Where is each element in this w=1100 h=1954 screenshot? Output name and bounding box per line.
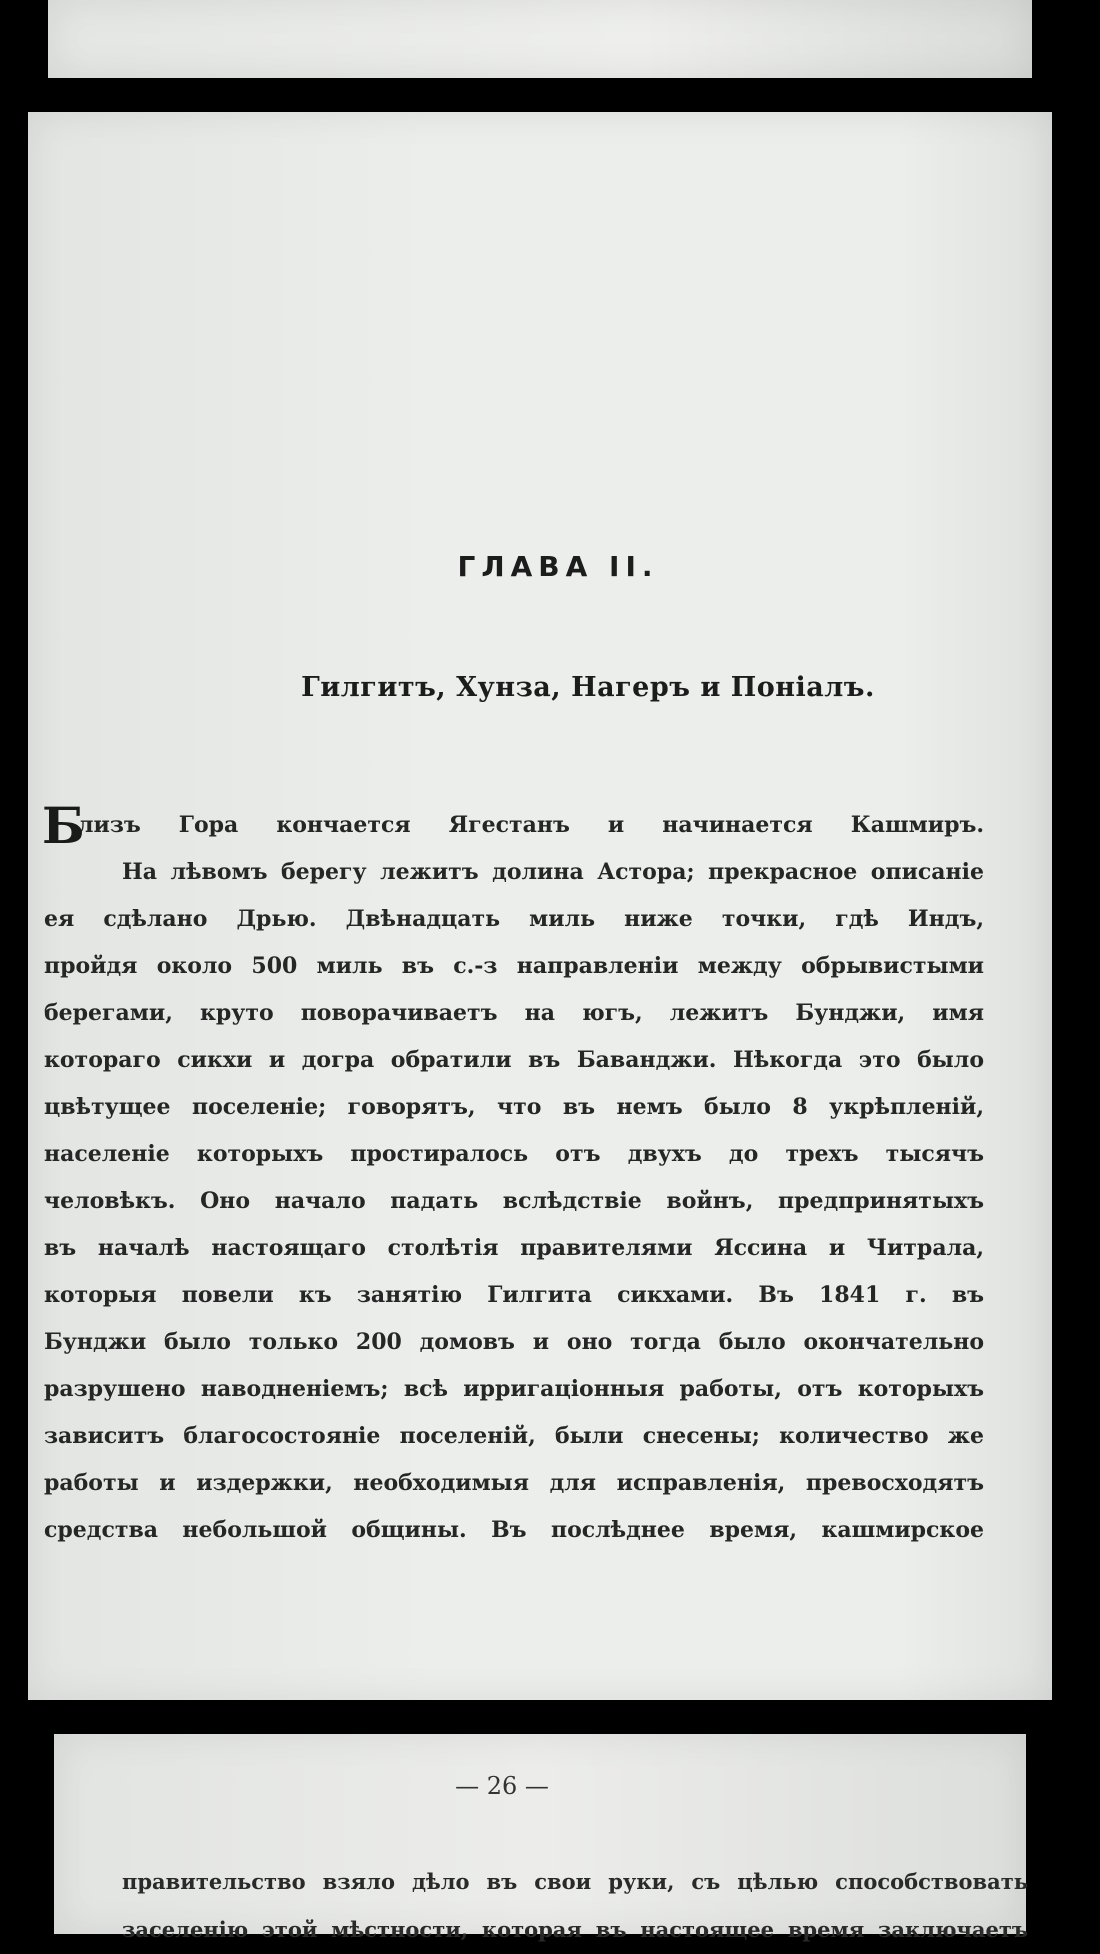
book-page <box>28 112 1052 1700</box>
text-line: Бунджи было только 200 домовъ и оно тогда было окончательно <box>44 1329 984 1355</box>
text-line: правительство взяло дѣло въ свои руки, съ цѣлью способствовать <box>122 1869 1028 1894</box>
text-line: Б лизъ Гора кончается Ягестанъ и начинается Кашмиръ. <box>42 796 984 855</box>
text-line: берегами, круто поворачиваетъ на югъ, лежитъ Бунджи, имя <box>44 1000 984 1026</box>
page-number: — 26 — <box>455 1772 549 1800</box>
text-line: пройдя около 500 миль въ с.-з направленіи между обрывистыми <box>44 953 984 979</box>
text-line: человѣкъ. Оно начало падать вслѣдствіе войнъ, предпринятыхъ <box>44 1188 984 1214</box>
text-line: котораго сикхи и догра обратили въ Баванджи. Нѣкогда это было <box>44 1047 984 1073</box>
text-line: разрушено наводненіемъ; всѣ ирригаціонныя работы, отъ которыхъ <box>44 1376 984 1402</box>
chapter-title: ГЛАВА II. <box>457 550 659 583</box>
body-text <box>42 796 984 1554</box>
text-line: цвѣтущее поселеніе; говорятъ, что въ немъ было 8 укрѣпленій, <box>44 1094 984 1120</box>
text-line: ея сдѣлано Дрью. Двѣнадцать миль ниже точки, гдѣ Индъ, <box>44 906 984 932</box>
text-line: населеніе которыхъ простиралось отъ двухъ до трехъ тысячъ <box>44 1141 984 1167</box>
chapter-subtitle: Гилгитъ, Хунза, Нагеръ и Поніалъ. <box>301 672 875 703</box>
text-line: На лѣвомъ берегу лежитъ долина Астора; прекрасное описаніе <box>122 859 984 885</box>
drop-cap: Б <box>42 796 85 855</box>
text-line: зависитъ благосостояніе поселеній, были снесены; количество же <box>44 1423 984 1449</box>
text-line: средства небольшой общины. Въ послѣднее время, кашмирское <box>44 1517 984 1543</box>
text-line: работы и издержки, необходимыя для исправленія, превосходятъ <box>44 1470 984 1496</box>
next-page <box>54 1734 1028 1942</box>
previous-page-strip <box>48 0 1032 78</box>
next-page-text <box>122 1858 1028 1954</box>
text-line: которыя повели къ занятію Гилгита сикхами. Въ 1841 г. въ <box>44 1282 984 1308</box>
text-line: въ началѣ настоящаго столѣтія правителями Ясcина и Читрала, <box>44 1235 984 1261</box>
text-line: заселенію этой мѣстности, которая въ настоящее время заключаетъ <box>122 1917 1028 1942</box>
